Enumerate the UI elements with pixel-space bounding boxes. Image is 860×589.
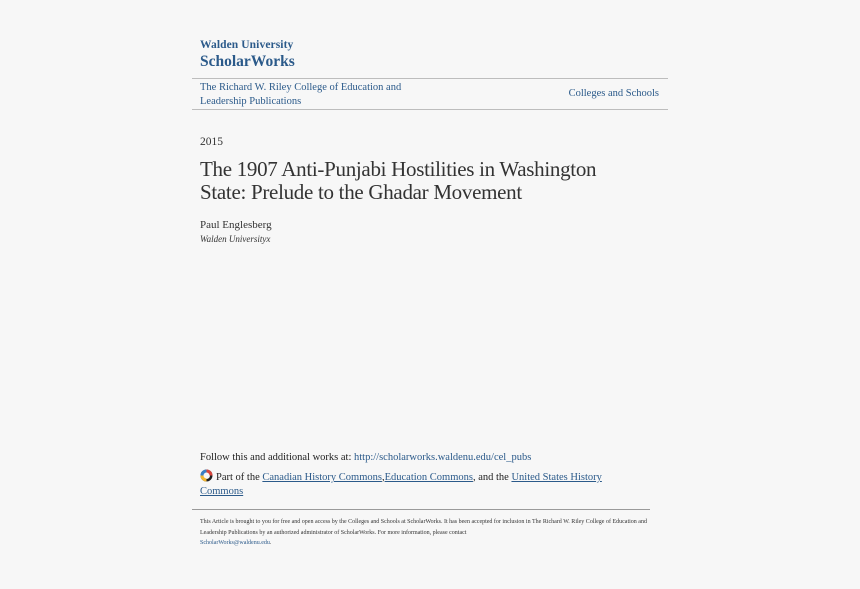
contact-email-link[interactable]: ScholarWorks@waldenu.edu <box>200 540 270 546</box>
scholarworks-logo[interactable] <box>200 40 295 69</box>
footer-notice <box>200 517 650 549</box>
header-top-rule <box>192 78 668 79</box>
author-affiliation: Walden Universityx <box>200 234 271 244</box>
footer-rule <box>192 509 650 510</box>
partof-text: Part of the <box>216 472 260 483</box>
follow-text: Follow this and additional works at: <box>200 452 352 463</box>
follow-line <box>200 452 531 463</box>
bepress-network-icon <box>200 469 213 482</box>
author-name: Paul Englesberg <box>200 219 272 231</box>
logo-university-name: Walden University <box>200 39 294 51</box>
college-publications-link[interactable]: The Richard W. Riley College of Education and Leadership Publications <box>200 82 402 107</box>
logo-scholarworks: ScholarWorks <box>200 52 295 70</box>
footer-end: . <box>269 540 272 546</box>
header-bottom-rule <box>192 109 668 110</box>
publication-year: 2015 <box>200 136 223 148</box>
education-commons-link[interactable]: Education Commons <box>384 472 473 483</box>
article-title: The 1907 Anti-Punjabi Hostilities in Washington State: Prelude to the Ghadar Movement <box>200 157 597 204</box>
partof-and-the: , and the <box>472 472 509 483</box>
canadian-history-commons-link[interactable]: Canadian History Commons <box>262 472 382 483</box>
us-history-commons-link[interactable]: United States History Commons <box>200 472 602 497</box>
part-of-commons <box>200 469 640 499</box>
partof-separator: , <box>381 472 385 483</box>
footer-text: This Article is brought to you for free and open access by the Colleges and Schools at ScholarWorks. It has been accepted for inclusion in The Richard W. Riley College of Education and Leadership Publications by an authorized administrator of ScholarWorks. For more information, please contact <box>200 519 647 536</box>
collection-url-link[interactable]: http://scholarworks.waldenu.edu/cel_pubs <box>354 452 532 463</box>
colleges-and-schools-link[interactable]: Colleges and Schools <box>568 88 659 99</box>
